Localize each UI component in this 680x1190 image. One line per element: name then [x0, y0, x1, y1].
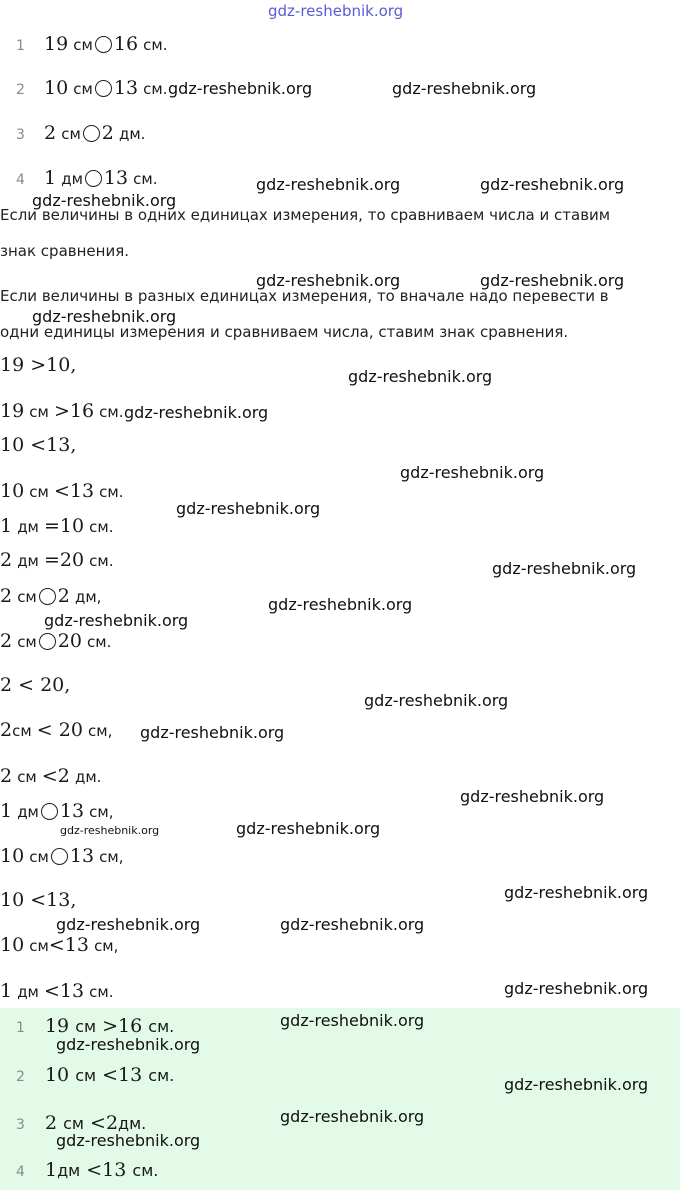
watermark: gdz-reshebnik.org: [56, 915, 201, 934]
watermark: gdz-reshebnik.org: [492, 559, 637, 578]
watermark: gdz-reshebnik.org: [504, 1075, 649, 1094]
answer-4: 4 1дм <13 см.: [16, 1159, 159, 1181]
watermark: gdz-reshebnik.org: [364, 691, 509, 710]
task-number: 3: [16, 127, 25, 143]
watermark: gdz-reshebnik.org: [124, 403, 269, 422]
watermark: gdz-reshebnik.org: [460, 787, 605, 806]
watermark: gdz-reshebnik.org: [280, 915, 425, 934]
watermark: gdz-reshebnik.org: [256, 271, 401, 290]
solution-line: 19 >10,: [0, 354, 77, 376]
task-2: 2 10 см 13 см.: [16, 77, 168, 99]
explanation-text: одни единицы измерения и сравниваем числа, ставим знак сравнения.: [0, 323, 569, 341]
watermark: gdz-reshebnik.org: [44, 611, 189, 630]
compare-circle-icon: [41, 803, 58, 820]
watermark: gdz-reshebnik.org: [280, 1107, 425, 1126]
watermark: gdz-reshebnik.org: [168, 79, 313, 98]
watermark: gdz-reshebnik.org: [268, 595, 413, 614]
solution-line: 2 см 20 см.: [0, 630, 112, 652]
task-4: 4 1 дм 13 см.: [16, 167, 158, 189]
watermark: gdz-reshebnik.org: [504, 883, 649, 902]
watermark: gdz-reshebnik.org: [280, 1011, 425, 1030]
watermark: gdz-reshebnik.org: [140, 723, 285, 742]
solution-line: 2 см <2 дм.: [0, 765, 102, 787]
watermark: gdz-reshebnik.org: [400, 463, 545, 482]
task-1: 1 19 см 16 см.: [16, 33, 168, 55]
solution-line: 1 дм 13 см,: [0, 800, 114, 822]
answer-3: 3 2 см <2дм.: [16, 1112, 147, 1134]
watermark: gdz-reshebnik.org: [56, 1035, 201, 1054]
compare-circle-icon: [39, 633, 56, 650]
solution-line: 2см < 20 см,: [0, 719, 113, 741]
solution-line: 10 см<13 см,: [0, 934, 119, 956]
compare-circle-icon: [51, 848, 68, 865]
compare-circle-icon: [85, 170, 102, 187]
compare-circle-icon: [83, 125, 100, 142]
solution-line: 2 < 20,: [0, 674, 71, 696]
compare-circle-icon: [39, 588, 56, 605]
watermark: gdz-reshebnik.org: [236, 819, 381, 838]
watermark: gdz-reshebnik.org: [504, 979, 649, 998]
solution-line: 2 дм =20 см.: [0, 549, 114, 571]
watermark: gdz-reshebnik.org: [256, 175, 401, 194]
compare-circle-icon: [95, 36, 112, 53]
solution-line: 10 см 13 см,: [0, 845, 124, 867]
task-number: 1: [16, 38, 25, 54]
watermark: gdz-reshebnik.org: [32, 191, 177, 210]
watermark: gdz-reshebnik.org: [32, 307, 177, 326]
watermark: gdz-reshebnik.org: [60, 824, 160, 837]
watermark: gdz-reshebnik.org: [480, 175, 625, 194]
answer-2: 2 10 см <13 см.: [16, 1064, 175, 1086]
solution-line: 1 дм <13 см.: [0, 980, 114, 1002]
solution-line: 2 см 2 дм,: [0, 585, 102, 607]
task-number: 4: [16, 172, 25, 188]
watermark: gdz-reshebnik.org: [480, 271, 625, 290]
solution-line: 19 см >16 см.: [0, 400, 124, 422]
explanation-text: знак сравнения.: [0, 242, 129, 260]
task-3: 3 2 см 2 дм.: [16, 122, 146, 144]
task-number: 2: [16, 82, 25, 98]
compare-circle-icon: [95, 80, 112, 97]
watermark: gdz-reshebnik.org: [392, 79, 537, 98]
solution-line: 10 см <13 см.: [0, 480, 124, 502]
explanation-text: Если величины в одних единицах измерения, то сравниваем числа и ставим: [0, 206, 611, 224]
explanation-text: Если величины в разных единицах измерения, то вначале надо перевести в: [0, 287, 609, 305]
solution-line: 1 дм =10 см.: [0, 515, 114, 537]
watermark: gdz-reshebnik.org: [176, 499, 321, 518]
watermark: gdz-reshebnik.org: [56, 1131, 201, 1150]
watermark: gdz-reshebnik.org: [348, 367, 493, 386]
solution-line: 10 <13,: [0, 434, 77, 456]
solution-line: 10 <13,: [0, 889, 77, 911]
answer-1: 1 19 см >16 см.: [16, 1015, 175, 1037]
watermark-top: gdz-reshebnik.org: [268, 2, 404, 20]
